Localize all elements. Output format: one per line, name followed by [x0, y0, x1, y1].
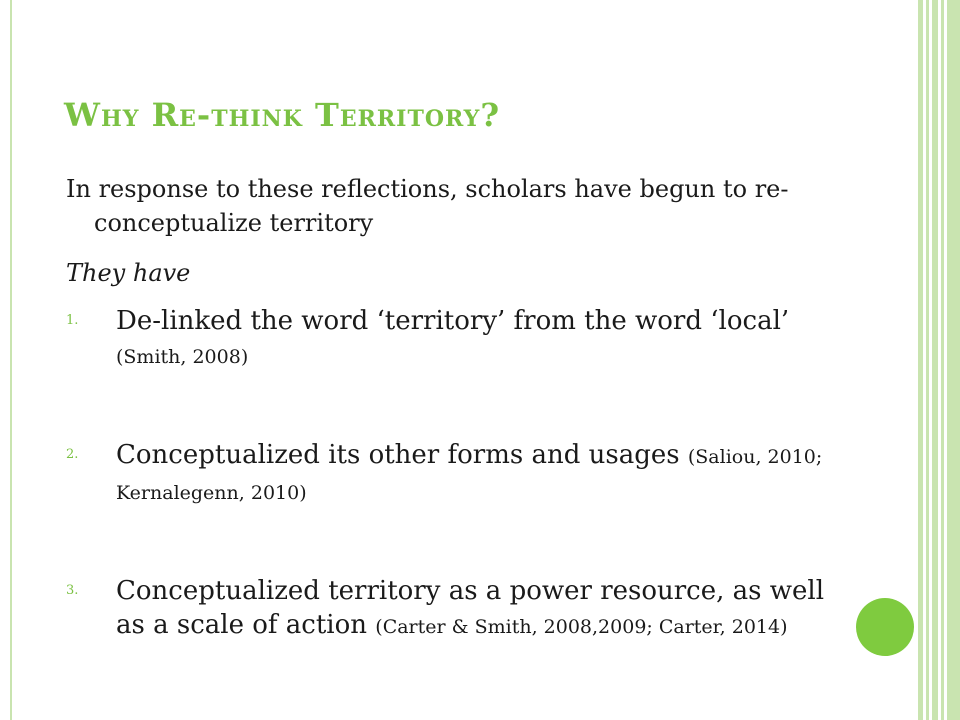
list-item-text: Conceptualized its other forms and usages — [116, 440, 688, 470]
citation: (Smith, 2008) — [116, 346, 249, 368]
list-number: 1. — [66, 313, 79, 328]
stripe — [932, 0, 938, 720]
subheading: They have — [66, 259, 191, 287]
stripe — [926, 0, 929, 720]
stripe — [947, 0, 960, 720]
list-item-text: Conceptualized territory as a power resource, as well as a scale of action — [116, 576, 825, 640]
left-border-line — [10, 0, 12, 720]
list-number: 2. — [66, 447, 79, 462]
list-item — [66, 574, 846, 644]
citation: (Saliou, 2010; Kernalegenn, 2010) — [116, 446, 823, 504]
numbered-list — [66, 304, 846, 644]
stripe — [941, 0, 944, 720]
intro-paragraph: In response to these reflections, scholars have begun to re-conceptualize territory — [66, 175, 789, 237]
list-item-text: De-linked the word ‘territory’ from the word ‘local’ — [116, 306, 790, 336]
stripe — [918, 0, 923, 720]
list-number: 3. — [66, 583, 79, 598]
citation: (Carter & Smith, 2008,2009; Carter, 2014) — [375, 616, 788, 638]
decorative-stripes — [918, 0, 960, 720]
slide-body — [66, 172, 846, 644]
decorative-circle — [856, 598, 914, 656]
slide-title: Why Re-think Territory? — [64, 96, 501, 134]
list-item — [66, 304, 846, 374]
list-item — [66, 438, 846, 510]
